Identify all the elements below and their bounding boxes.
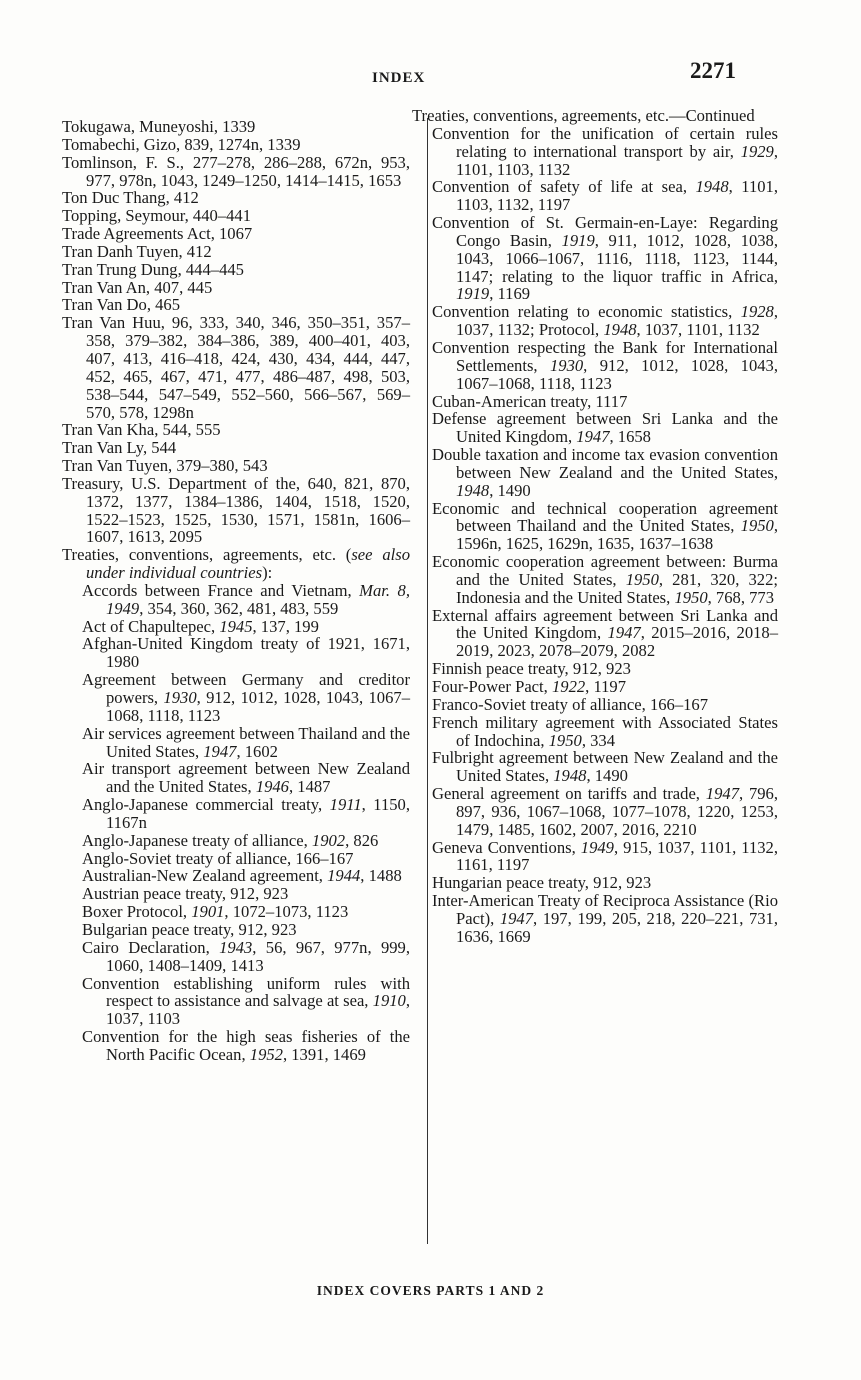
index-entry: Tomlinson, F. S., 277–278, 286–288, 672n, 953, 977, 978n, 1043, 1249–1250, 1414–1415, 1653 — [62, 152, 410, 190]
index-entry: Air services agreement between Thailand and the United States, 1947, 1602 — [82, 723, 410, 761]
index-entry: External affairs agreement between Sri Lanka and the United Kingdom, 1947, 2015–2016, 2018–2019, 2023, 2078–2079, 2082 — [432, 605, 779, 661]
index-entry: Treaties, conventions, agreements, etc.—Continued — [412, 106, 755, 125]
index-entry: Austrian peace treaty, 912, 923 — [82, 884, 289, 904]
index-entry: Fulbright agreement between New Zealand and the United States, 1948, 1490 — [432, 748, 778, 786]
index-entry: Convention relating to economic statistics, 1928, 1037, 1132; Protocol, 1948, 1037, 1101, 1132 — [432, 302, 778, 340]
index-entry: Geneva Conventions, 1949, 915, 1037, 1101, 1132, 1161, 1197 — [432, 837, 778, 875]
index-entry: Tran Van Do, 465 — [62, 295, 181, 315]
index-entry: Convention respecting the Bank for International Settlements, 1930, 912, 1012, 1028, 1043, 1067–1068, 1118, 1123 — [432, 337, 778, 393]
index-entry: Topping, Seymour, 440–441 — [62, 206, 251, 226]
index-entry: Tran Van Huu, 96, 333, 340, 346, 350–351, 357–358, 379–382, 384–386, 389, 400–401, 403, 407, 413, 416–418, 424, 430, 434, 444, 447, 452, 465, 467, 471, 477, 486–487, 498, 503, 538–544, 547–549, 552–560, 566–567, 569–570, 578, 1298n — [62, 313, 410, 422]
index-entry: Convention for the high seas fisheries of the North Pacific Ocean, 1952, 1391, 1469 — [82, 1027, 410, 1064]
index-entry: Tomabechi, Gizo, 839, 1274n, 1339 — [62, 134, 301, 154]
index-entry: Defense agreement between Sri Lanka and the United Kingdom, 1947, 1658 — [432, 409, 778, 447]
index-entry: Trade Agreements Act, 1067 — [62, 224, 253, 244]
index-entry: Four-Power Pact, 1922, 1197 — [432, 677, 627, 696]
right-column — [412, 107, 778, 946]
index-entry: Convention for the unification of certain rules relating to international transport by air, 1929, 1101, 1103, 1132 — [432, 123, 778, 179]
index-entry: French military agreement with Associated States of Indochina, 1950, 334 — [432, 712, 778, 750]
index-entry: Convention of safety of life at sea, 1948, 1101, 1103, 1132, 1197 — [432, 177, 778, 215]
running-head: INDEX — [372, 70, 426, 86]
index-entry: Tran Van Tuyen, 379–380, 543 — [62, 456, 268, 476]
index-entry: Boxer Protocol, 1901, 1072–1073, 1123 — [82, 902, 349, 922]
index-entry: Accords between France and Vietnam, Mar. 8, 1949, 354, 360, 362, 481, 483, 559 — [82, 580, 410, 618]
index-entry: Tran Van Ly, 544 — [62, 438, 177, 458]
index-entry: Agreement between Germany and creditor powers, 1930, 912, 1012, 1028, 1043, 1067–1068, 1118, 1123 — [82, 670, 410, 725]
index-entry: Anglo-Soviet treaty of alliance, 166–167 — [82, 848, 354, 868]
index-entry: Convention of St. Germain-en-Laye: Regarding Congo Basin, 1919, 911, 1012, 1028, 1038, 1043, 1066–1067, 1116, 1118, 1123, 1144, 1147; relating to the liquor traffic in Africa, 1919, 1169 — [432, 213, 778, 304]
index-entry: Economic cooperation agreement between: Burma and the United States, 1950, 281, 320, 322; Indonesia and the United States, 1950, 768, 773 — [432, 552, 778, 607]
footer-note: INDEX COVERS PARTS 1 AND 2 — [316, 1283, 545, 1298]
index-entry: Australian-New Zealand agreement, 1944, 1488 — [82, 866, 402, 886]
index-entry: Treasury, U.S. Department of the, 640, 821, 870, 1372, 1377, 1384–1386, 1404, 1518, 1520, 1522–1523, 1525, 1530, 1571, 1581n, 1606–1607, 1613, 2095 — [62, 473, 410, 547]
index-entry: Tran Danh Tuyen, 412 — [62, 241, 212, 261]
index-entry: Cuban-American treaty, 1117 — [432, 391, 628, 411]
index-entry: Act of Chapultepec, 1945, 137, 199 — [82, 616, 319, 636]
index-entry: Bulgarian peace treaty, 912, 923 — [82, 919, 297, 939]
index-entry: Treaties, conventions, agreements, etc. (see also under individual countries): — [62, 545, 410, 583]
page-number: 2271 — [690, 58, 736, 83]
index-entry: General agreement on tariffs and trade, 1947, 796, 897, 936, 1067–1068, 1077–1078, 1220, 1253, 1479, 1485, 1602, 2007, 2016, 2210 — [432, 784, 779, 839]
index-entry: Convention establishing uniform rules with respect to assistance and salvage at sea, 1910, 1037, 1103 — [82, 973, 410, 1029]
index-entry: Double taxation and income tax evasion convention between New Zealand and the United States, 1948, 1490 — [432, 445, 778, 500]
index-entry: Hungarian peace treaty, 912, 923 — [432, 873, 652, 893]
index-entry: Franco-Soviet treaty of alliance, 166–167 — [432, 694, 709, 714]
index-entry: Air transport agreement between New Zealand and the United States, 1946, 1487 — [82, 759, 410, 797]
index-entry: Tran Trung Dung, 444–445 — [62, 259, 244, 279]
index-entry: Finnish peace treaty, 912, 923 — [432, 659, 631, 679]
index-entry: Economic and technical cooperation agreement between Thailand and the United States, 1950, 1596n, 1625, 1629n, 1635, 1637–1638 — [432, 498, 778, 554]
index-entry: Tran Van An, 407, 445 — [62, 277, 213, 297]
index-entry: Cairo Declaration, 1943, 56, 967, 977n, 999, 1060, 1408–1409, 1413 — [82, 937, 410, 975]
index-entry: Anglo-Japanese treaty of alliance, 1902, 826 — [82, 830, 379, 850]
index-entry: Tokugawa, Muneyoshi, 1339 — [62, 117, 256, 136]
index-entry: Afghan-United Kingdom treaty of 1921, 1671, 1980 — [82, 634, 410, 672]
index-entry: Inter-American Treaty of Reciproca Assistance (Rio Pact), 1947, 197, 199, 205, 218, 220–221, 731, 1636, 1669 — [432, 891, 778, 946]
index-entry: Ton Duc Thang, 412 — [62, 188, 199, 208]
left-column — [62, 118, 410, 1064]
index-entry: Anglo-Japanese commercial treaty, 1911, 1150, 1167n — [82, 795, 410, 832]
index-entry: Tran Van Kha, 544, 555 — [62, 420, 221, 440]
